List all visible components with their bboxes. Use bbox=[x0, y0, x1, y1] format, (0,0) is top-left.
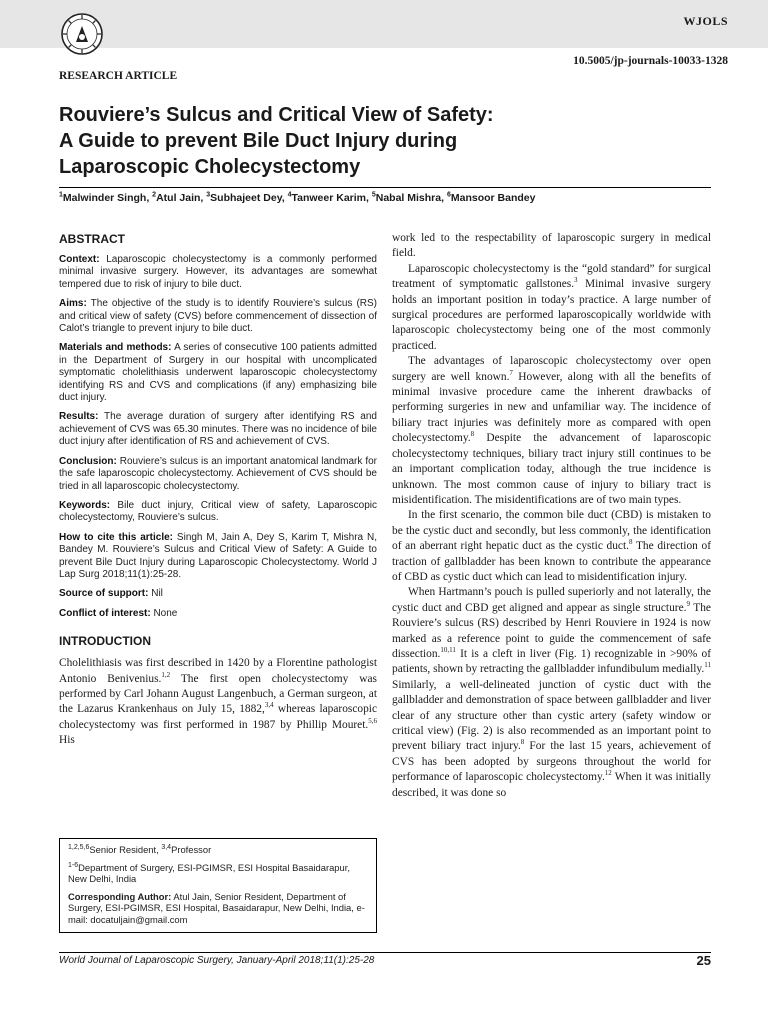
author-name: Atul Jain bbox=[156, 192, 201, 204]
author-affil-num: 6 bbox=[446, 191, 451, 199]
abstract-label: Keywords: bbox=[59, 499, 111, 511]
citation-ref: 7 bbox=[509, 368, 513, 377]
abstract-text: Laparoscopic cholecystectomy is a commonly performed minimal invasive surgery. However, its advantages are somewhat tempered due to risk of injury to bile duct. bbox=[59, 254, 377, 290]
society-emblem-icon bbox=[60, 12, 104, 56]
author-name: Malwinder Singh bbox=[62, 192, 147, 204]
abstract-label: How to cite this article: bbox=[59, 531, 173, 543]
citation-ref: 8 bbox=[470, 430, 475, 439]
author-name: Nabal Mishra bbox=[375, 192, 442, 204]
author-affil-num: 3 bbox=[206, 191, 211, 199]
citation-ref: 9 bbox=[686, 599, 690, 608]
citation-ref: 8 bbox=[629, 538, 633, 547]
corresponding-author: Corresponding Author: Atul Jain, Senior Resident, Department of Surgery, ESI-PGIMSR, ESI Hospital, Basaidarapur, New Delhi, India, e-mail: docatuljain@gmail.com bbox=[68, 890, 365, 925]
abstract-support bbox=[59, 588, 377, 600]
abstract-label: Conflict of interest: bbox=[59, 607, 151, 619]
author-affil-num: 1 bbox=[59, 191, 63, 199]
author-list: $^1$Malwinder Singh, $^2$Atul Jain, $^3$Subhajeet Dey, $^4$Tanweer Karim, $^5$Nabal Mishra, $^6$Mansoor Bandey bbox=[59, 191, 536, 204]
abstract-text: Bile duct injury, Critical view of safety, Laparoscopic cholecystectomy, Rouviere’s sulcus. bbox=[59, 499, 378, 524]
abstract-label: Materials and methods: bbox=[59, 342, 172, 354]
article-title bbox=[59, 102, 559, 180]
citation-ref: 12 bbox=[604, 769, 612, 778]
article-type: RESEARCH ARTICLE bbox=[59, 70, 178, 82]
footer-citation: World Journal of Laparoscopic Surgery, January-April 2018;11(1):25-28 bbox=[59, 955, 375, 966]
abstract-label: Conclusion: bbox=[59, 455, 117, 467]
citation-ref: 8 bbox=[520, 738, 525, 747]
right-column bbox=[392, 231, 711, 801]
abstract-conclusion bbox=[59, 456, 377, 493]
abstract-context bbox=[59, 254, 377, 291]
introduction-paragraph: Cholelithiasis was first described in 1420 by a Florentine pathologist Antonio Benivenius.$^{1,2}$ The first open cholecystectomy was performed by Carl Johann August Langenbuch, a German surgeon, at the Lazarus Krankenhaus on July 15, 1882,$^{3,4}$ whereas laparoscopic cholecystectomy was first performed in 1987 by Phillip Mouret.$^{5,6}$ His bbox=[59, 657, 377, 747]
citation-ref: 3 bbox=[574, 276, 578, 285]
abstract-aims bbox=[59, 298, 377, 335]
author-affil-num: 4 bbox=[287, 191, 292, 199]
header-band bbox=[0, 0, 768, 48]
title-line: Laparoscopic Cholecystectomy bbox=[59, 156, 361, 178]
body-paragraph: In the first scenario, the common bile duct (CBD) is mistaken to be the cystic duct and secondly, but less commonly, the identification of an aberrant right hepatic duct as the cystic duct.$^8$ The direction of traction of gallbladder has been known to contribute the appearance of CBD as cystic duct which can lead to misidentification injury. bbox=[392, 509, 711, 583]
citation-ref: 1,2 bbox=[161, 670, 171, 679]
body-paragraph: Laparoscopic cholecystectomy is the “gold standard” for surgical treatment of symptomatic gallstones.$^3$ Minimal invasive surgery holds an important position in today’s practice. A large number of surgical procedures are performed laparoscopically worldwide with laparoscopic cholecystectomy being one of the most commonly practiced. bbox=[392, 262, 711, 352]
title-line: A Guide to prevent Bile Duct Injury during bbox=[59, 130, 458, 152]
author-affil-num: 2 bbox=[152, 191, 157, 199]
left-column bbox=[59, 232, 377, 749]
abstract-label: Results: bbox=[59, 411, 99, 423]
abstract-text: A series of consecutive 100 patients admitted in the Department of Surgery in our hospital with uncomplicated symptomatic cholelithiasis underwent laparoscopic cholecystectomy identifying RS and CVS and complications (if any) emphasizing bile duct injury. bbox=[59, 342, 377, 404]
introduction-heading: INTRODUCTION bbox=[59, 634, 151, 649]
body-paragraph: When Hartmann’s pouch is pulled superiorly and not laterally, the cystic duct and CBD get aligned and appear as single structure.$^9$ The Rouviere’s sulcus (RS) described by Henri Rouviere in 1924 is now marked as a reference point to guide the commencement of safe dissection.$^{10,11}$ It is a cleft in liver (Fig. 1) recognizable in >90% of patients, shown by retracting the gallbladder infundibulum medially.$^{11}$ Similarly, a well-delineated junction of cystic duct with the gallbladder and demonstration of space between gallbladder and liver clear of any structure other than cystic artery (safety window or critical view) (Fig. 2) is also recommended as an important point to prevent biliary tract injury.$^8$ For the last 15 years, achievement of CVS has been adopted by surgeons throughout the world for performance of laparoscopic cholecystectomy.$^{12}$ When it was initially described, it was done so bbox=[392, 586, 711, 799]
abstract-citation bbox=[59, 532, 377, 582]
abstract-text: Rouviere’s sulcus is an important anatomical landmark for the safe laparoscopic cholecystectomy. Achievement of CVS should be tried in all laparoscopic cholecystectomy. bbox=[59, 455, 377, 492]
abstract-methods bbox=[59, 342, 377, 404]
abstract-keywords bbox=[59, 500, 377, 525]
abstract-text: Singh M, Jain A, Dey S, Karim T, Mishra N, Bandey M. Rouviere’s Sulcus and Critical View of Safety: A Guide to prevent Bile Duct Injury during Laparoscopic Cholecystectomy. World J Lap Surg 2018;11(1):25-28. bbox=[59, 531, 377, 580]
abstract-text: The objective of the study is to identify Rouviere’s sulcus (RS) and critical view of safety (CVS) before commencement of dissection of Calot’s triangle to prevent injury to bile duct. bbox=[59, 298, 377, 335]
abstract-text: The average duration of surgery after identifying RS and achievement of CVS was 65.30 minutes. There was no incidence of bile duct injury after identification of RS and achievement of CVS. bbox=[59, 411, 377, 448]
page-number: 25 bbox=[696, 953, 711, 968]
doi: 10.5005/jp-journals-10033-1328 bbox=[573, 55, 728, 67]
abstract-heading: ABSTRACT bbox=[59, 232, 125, 246]
author-roles: $^{1,2,5,6}$Senior Resident, $^{3,4}$Professor bbox=[68, 843, 212, 855]
abstract-conflict bbox=[59, 608, 377, 620]
abstract-text: Nil bbox=[151, 588, 163, 600]
citation-ref: 11 bbox=[704, 661, 711, 670]
citation-ref: 5,6 bbox=[368, 716, 377, 725]
author-department: $^{1-6}$Department of Surgery, ESI-PGIMSR, ESI Hospital Basaidarapur, New Delhi, India bbox=[68, 861, 350, 885]
author-name: Subhajeet Dey bbox=[210, 192, 282, 204]
title-line: Rouviere’s Sulcus and Critical View of Safety: bbox=[59, 104, 494, 126]
author-affil-num: 5 bbox=[371, 191, 376, 199]
title-divider bbox=[59, 187, 711, 188]
citation-ref: 3,4 bbox=[264, 701, 274, 710]
journal-abbreviation: WJOLS bbox=[683, 14, 728, 28]
footer-divider bbox=[59, 952, 711, 953]
author-name: Mansoor Bandey bbox=[450, 192, 536, 204]
abstract-label: Source of support: bbox=[59, 588, 149, 600]
body-paragraph: work led to the respectability of laparoscopic surgery in medical field. bbox=[392, 232, 711, 260]
abstract-label: Aims: bbox=[59, 298, 87, 310]
affiliation-box bbox=[59, 838, 377, 933]
abstract-text: None bbox=[153, 607, 178, 619]
body-paragraph: The advantages of laparoscopic cholecystectomy over open surgery are well known.$^7$ However, along with all the benefits of minimal invasive procedure came the inherent drawbacks of performing surgeries in new and unfamiliar way. The incidence of biliary tract injuries was definitely more as compared with open cholecystectomy.$^8$ Despite the advancement of laparoscopic cholecystectomy techniques, biliary tract injury still continues to be an important complication today, although the true incidence is unknown. The most common cause of injury to biliary tract is misidentification. The misidentifications are of two main types. bbox=[392, 355, 711, 506]
citation-ref: 10,11 bbox=[440, 646, 456, 655]
author-name: Tanweer Karim bbox=[291, 192, 366, 204]
abstract-label: Context: bbox=[59, 254, 100, 265]
abstract-results bbox=[59, 411, 377, 448]
